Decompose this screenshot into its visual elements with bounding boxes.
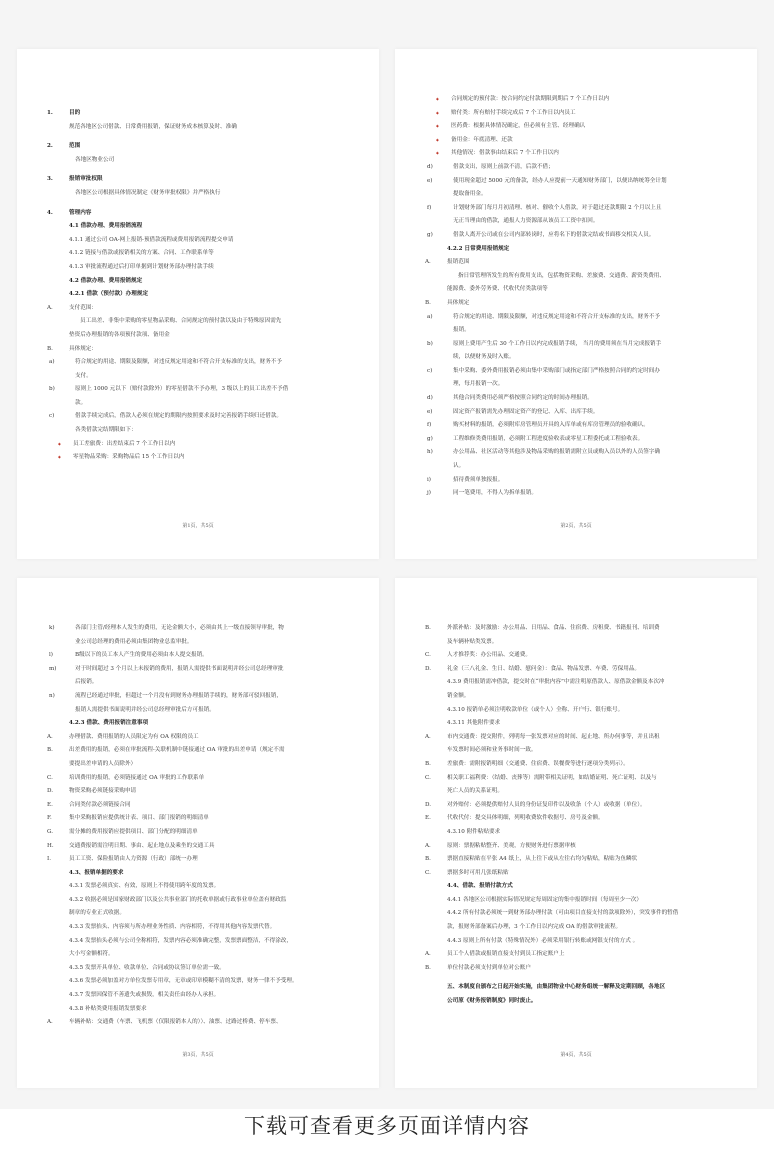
document-page-1 bbox=[17, 49, 379, 559]
line-text: 流程已经通过审批，但超过一个月没有到财务办理报销手续的，财务部可驳回报销， bbox=[75, 692, 282, 699]
text-line bbox=[435, 134, 735, 148]
line-text: 公司原《财务报销制度》同时废止。 bbox=[447, 998, 537, 1005]
text-line bbox=[69, 261, 357, 275]
list-marker: G. bbox=[47, 828, 54, 835]
line-text: 车发票时间必须和业务事时间一致。 bbox=[447, 747, 537, 754]
page-footer: 第2页，共5页 bbox=[560, 523, 592, 529]
text-line bbox=[425, 731, 735, 745]
text-line bbox=[69, 758, 357, 772]
list-marker: b) bbox=[49, 386, 55, 393]
line-text: 管理内容 bbox=[69, 209, 92, 216]
text-line bbox=[47, 302, 357, 316]
line-text: 后报销。 bbox=[75, 679, 98, 686]
line-text: 无正当理由的借款，通报人力资源部从该员工工资中扣回。 bbox=[453, 218, 599, 225]
line-text: 理，每月报销一次。 bbox=[453, 381, 504, 388]
text-line bbox=[447, 270, 735, 284]
line-text: 合同规定的预付款：按合同约定付款期限到期后 7 个工作日以内 bbox=[451, 96, 610, 102]
text-line bbox=[69, 397, 357, 411]
line-text: 4.4、借款、报销付款方式 bbox=[447, 883, 513, 890]
text-line bbox=[47, 140, 357, 154]
line-text: 需分摊的费用报销应提供项目、部门分配的明细清单 bbox=[69, 828, 198, 835]
text-line bbox=[425, 867, 735, 881]
text-line bbox=[427, 446, 735, 460]
line-text: 4.3.10 报销单必须注明收款单位（或个人）全称、开户行、银行账号。 bbox=[447, 706, 624, 713]
line-text: 4.2 借款办理、费用报销规定 bbox=[69, 277, 143, 284]
list-marker: B. bbox=[425, 299, 431, 306]
text-line bbox=[69, 154, 357, 168]
text-line bbox=[447, 907, 735, 921]
line-text: 计划财务部门每月月初清理、核对、催收个人借款，对于超过还款期限 2 个月以上且 bbox=[453, 204, 662, 211]
line-text: 车辆补贴：交通费（车票、飞机票（仅限报销本人的））、油票、过路过桥费、停车票、 bbox=[69, 1019, 282, 1026]
text-line bbox=[425, 663, 735, 677]
text-line bbox=[47, 812, 357, 826]
text-line bbox=[47, 343, 357, 357]
text-line bbox=[447, 995, 735, 1009]
line-text: 人才推荐奖：办公用品、交通费。 bbox=[447, 652, 531, 659]
text-line bbox=[427, 392, 735, 406]
text-line bbox=[427, 229, 735, 243]
list-marker: a) bbox=[427, 313, 433, 320]
text-line bbox=[447, 636, 735, 650]
line-text: 4.3.10 附件粘贴要求 bbox=[447, 828, 501, 835]
line-text: 具体规定： bbox=[69, 345, 97, 352]
line-text: 4.1.1 通过公司 OA-网上报销-预借款流程或费用报销流程提交申请 bbox=[69, 236, 234, 243]
line-text: 符合规定的用途、期限及限额，对违反规定用途和不符合开支标准的支出，财务不予 bbox=[75, 359, 282, 366]
line-text: 报销范围 bbox=[447, 259, 470, 266]
line-text: 各类借款完结期限如下： bbox=[75, 427, 137, 434]
line-text: 目的 bbox=[69, 110, 81, 116]
line-text: 4.3.9 费用报销需冲借款，提交时在“审批内容”中需注明原借款人、原借款金额及本次冲 bbox=[447, 679, 665, 686]
text-line bbox=[427, 419, 735, 433]
line-text: 规范各地区公司借款、日常费用报销，保证财务成本核算及时、准确 bbox=[69, 123, 237, 130]
text-line bbox=[447, 243, 735, 257]
line-text: 4.3.7 发票因保管不善遗失或损毁，相关责任由经办人承担。 bbox=[69, 992, 220, 999]
text-line bbox=[427, 338, 735, 352]
page-footer: 第1页，共5页 bbox=[182, 523, 214, 529]
text-line bbox=[69, 704, 357, 718]
text-line bbox=[69, 370, 357, 384]
text-line bbox=[447, 880, 735, 894]
text-line bbox=[69, 989, 357, 1003]
list-marker: C. bbox=[425, 652, 431, 659]
text-line bbox=[49, 649, 357, 663]
line-text: 具体规定 bbox=[447, 299, 470, 306]
list-marker: f) bbox=[427, 422, 432, 429]
text-line bbox=[435, 147, 735, 161]
text-line bbox=[425, 853, 735, 867]
list-marker: d) bbox=[427, 395, 433, 402]
line-text: 认。 bbox=[453, 463, 465, 470]
document-page-4 bbox=[395, 578, 757, 1088]
text-line bbox=[47, 799, 357, 813]
list-marker: B. bbox=[425, 625, 431, 631]
text-line bbox=[49, 383, 357, 397]
text-line bbox=[69, 867, 357, 881]
text-line bbox=[47, 840, 357, 854]
list-marker: b) bbox=[427, 340, 433, 347]
list-marker: C. bbox=[47, 774, 53, 781]
line-text: 其他情况：借款事由结束后 7 个工作日以内 bbox=[451, 150, 559, 157]
line-text: 办理借款、费用报销的人员限定为有 OA 权限的员工 bbox=[69, 733, 199, 740]
text-line bbox=[69, 962, 357, 976]
text-line bbox=[447, 717, 735, 731]
line-text: 报销。 bbox=[453, 327, 470, 334]
text-line bbox=[447, 704, 735, 718]
text-line bbox=[425, 649, 735, 663]
text-line bbox=[435, 120, 735, 134]
text-line bbox=[447, 785, 735, 799]
line-text: 出差费用的报销，必须在审批流程-关联机制中链接通过 OA 审批的出差申请（规定不需 bbox=[69, 747, 285, 754]
line-text: 购买材料的报销，必须附库房管理员开具的入库单或有库房管理员的验收确认。 bbox=[453, 422, 649, 429]
list-marker: A. bbox=[425, 842, 431, 849]
line-text: 4.1.3 审批流程通过后打印单据到计划财务部办理付款手续 bbox=[69, 263, 214, 270]
line-text: 4.3.11 其他附件要求 bbox=[447, 720, 501, 727]
page-footer: 第4页，共5页 bbox=[560, 1052, 592, 1058]
line-text: 4.1.2 链接与借款或报销相关的方案、合同、工作联系单等 bbox=[69, 250, 214, 257]
line-text: 交通费报销需注明日期、事由、起止地点及乘坐的交通工具 bbox=[69, 842, 215, 849]
download-more-banner[interactable]: 下载可查看更多页面详情内容 bbox=[0, 1109, 774, 1168]
line-text: 物资采购必须链接采购申请 bbox=[69, 788, 137, 795]
bullet-arrow-icon: ➧ bbox=[435, 123, 441, 131]
text-line bbox=[447, 894, 735, 908]
line-text: 支付。 bbox=[75, 372, 92, 379]
text-line bbox=[69, 234, 357, 248]
line-text: 员工个人借款或报销直接支付到员工指定账户上 bbox=[447, 951, 565, 958]
bullet-arrow-icon: ➧ bbox=[435, 136, 441, 144]
text-line bbox=[427, 433, 735, 447]
line-text: 员工工资、保险报销由人力资源（行政）部统一办理 bbox=[69, 856, 198, 863]
list-marker: l) bbox=[49, 652, 53, 659]
text-line bbox=[427, 365, 735, 379]
line-text: 指日常管理所发生的所有费用支出，包括物资采购、差旅费、交通费、薪资类费用、 bbox=[458, 272, 665, 279]
document-page-3 bbox=[17, 578, 379, 1088]
text-line bbox=[447, 215, 735, 229]
list-marker: a) bbox=[49, 359, 55, 366]
line-text: 集中采购、委外费用报销必须由集中采购部门或指定部门严格按照合同的约定时间办 bbox=[453, 367, 660, 374]
line-text: 原则上费用产生后 30 个工作日以内完成报销手续， 当月的费用须在当月完成报销手 bbox=[453, 340, 662, 347]
list-marker: f) bbox=[427, 204, 432, 211]
text-line bbox=[425, 962, 735, 976]
text-line bbox=[69, 121, 357, 135]
line-text: 提取备用金。 bbox=[453, 191, 487, 198]
line-text: 4.3、报销单据的要求 bbox=[69, 869, 124, 876]
text-line bbox=[69, 921, 357, 935]
bullet-arrow-icon: ➧ bbox=[435, 109, 441, 117]
text-line bbox=[69, 907, 357, 921]
line-text: 垫资后办理报销的各项预付款项、备用金 bbox=[69, 331, 170, 338]
line-text: 借款人离开公司或在公司内部转岗时，应将名下的借款完结或书面移交相关人员。 bbox=[453, 231, 655, 238]
line-text: 制章的专业正式收据。 bbox=[69, 910, 125, 917]
text-line bbox=[447, 744, 735, 758]
text-line bbox=[69, 636, 357, 650]
line-text: 备用金：年底清理、还款 bbox=[451, 136, 513, 143]
list-marker: A. bbox=[425, 259, 431, 266]
line-text: 其他合同类费用必须严格按照合同约定的时间办理报销。 bbox=[453, 395, 593, 402]
line-text: 4.3.2 收据必须是国家财政部门以及公共事业部门的托收单据或行政事业单位盖有财政监 bbox=[69, 896, 287, 903]
list-marker: I. bbox=[47, 856, 51, 863]
list-marker: 2. bbox=[47, 143, 53, 150]
line-text: 使用现金超过 5000 元的备款，经办人应提前一天通知财务部门，以便出纳统筹全计划 bbox=[453, 177, 667, 184]
line-text: 培训费用的报销，必须链接通过 OA 审批的工作联系单 bbox=[69, 774, 205, 781]
text-line bbox=[427, 161, 735, 175]
line-text: 对于时间超过 3 个月以上未报销的费用，报销人需提供书面说明并经公司总经理审批 bbox=[75, 665, 284, 672]
line-text: 4.4.1 各地区公司根据实际情况规定每周固定的集中报销时间（每周至少一次） bbox=[447, 896, 643, 903]
text-line bbox=[447, 921, 735, 935]
text-line bbox=[69, 315, 357, 329]
line-text: 4.2.1 借款（预付款）办理规定 bbox=[69, 291, 149, 298]
text-line bbox=[69, 894, 357, 908]
text-line bbox=[69, 880, 357, 894]
list-marker: g) bbox=[427, 435, 433, 442]
line-text: 及车辆补贴类发票。 bbox=[447, 638, 498, 645]
list-marker: D. bbox=[425, 665, 432, 672]
line-text: 单位付款必须支付到单位对公账户 bbox=[447, 964, 531, 971]
line-text: 销金额。 bbox=[447, 692, 470, 699]
line-text: 4.3.1 发票必须真实、有效，原则上不得使用跨年度的发票。 bbox=[69, 883, 220, 890]
line-text: 各部门主管/经理本人发生的费用，无论金额大小，必须由其上一级直接领导审批，物 bbox=[75, 625, 284, 631]
text-line bbox=[69, 1003, 357, 1017]
list-marker: n) bbox=[49, 692, 55, 699]
list-marker: B. bbox=[425, 760, 431, 767]
list-marker: A. bbox=[47, 304, 53, 311]
line-text: 符合规定的用途、期限及限额，对违反规定用途和不符合开支标准的支出，财务不予 bbox=[453, 313, 660, 320]
text-line bbox=[49, 410, 357, 424]
list-marker: B. bbox=[425, 964, 431, 971]
bullet-arrow-icon: ➧ bbox=[57, 440, 63, 448]
page-footer: 第3页，共5页 bbox=[182, 1052, 214, 1058]
list-marker: 1. bbox=[47, 110, 53, 116]
line-text: 报销人需提供书面说明并经公司总经理审批后方可报销。 bbox=[75, 706, 215, 713]
text-line bbox=[49, 622, 357, 636]
list-marker: D. bbox=[425, 801, 432, 808]
line-text: 赔付类：所有赔付手续完成后 7 个工作日以内员工 bbox=[451, 109, 576, 116]
text-line bbox=[69, 247, 357, 261]
line-text: 款，报财务部备案后办理，3 个工作日以内完成 OA 的借款审批流程。 bbox=[447, 924, 622, 931]
list-marker: F. bbox=[47, 815, 52, 822]
line-text: 续，以便财务及时入账。 bbox=[453, 354, 515, 361]
list-marker: k) bbox=[49, 625, 55, 631]
line-text: 办公用品、社区活动等其他涉及物品采购的报销需附立员或购入员以外的人员签字确 bbox=[453, 449, 660, 456]
text-line bbox=[49, 663, 357, 677]
list-marker: g) bbox=[427, 231, 433, 238]
text-line bbox=[447, 826, 735, 840]
line-text: 代收代付：提交具体明细，列明收费软件收据号、房号及金额。 bbox=[447, 815, 604, 822]
text-line bbox=[425, 256, 735, 270]
line-text: 礼金（三八礼金、生日、结婚、慰问金）：食品、物品发票、车费、劳保用品。 bbox=[447, 665, 640, 672]
list-marker: j) bbox=[427, 490, 431, 497]
text-line bbox=[49, 356, 357, 370]
line-text: 员工出差、非集中采购的零星物品采购、合同规定的预付款以及由于特殊原因需先 bbox=[80, 318, 282, 325]
text-line bbox=[435, 107, 735, 121]
list-marker: e) bbox=[427, 408, 433, 415]
text-line bbox=[69, 288, 357, 302]
list-marker: 3. bbox=[47, 176, 53, 183]
text-line bbox=[425, 772, 735, 786]
list-marker: A. bbox=[425, 951, 431, 958]
text-line bbox=[447, 690, 735, 704]
line-text: 4.4.2 所有付款必须统一到财务部办理付款（可由项目直接支付的款项除外），突发事件的暂借 bbox=[447, 910, 679, 917]
line-text: 范围 bbox=[69, 143, 81, 150]
text-line bbox=[425, 758, 735, 772]
text-line bbox=[47, 1016, 357, 1030]
text-line bbox=[425, 948, 735, 962]
text-line bbox=[47, 785, 357, 799]
text-line bbox=[447, 188, 735, 202]
line-text: 差旅费：需附报销明细（交通费、住宿费、误餐费等进行逐项分类列示）。 bbox=[447, 760, 629, 767]
text-line bbox=[49, 690, 357, 704]
bullet-arrow-icon: ➧ bbox=[57, 454, 63, 462]
line-text: 4.3.6 发票必须加盖对方单位发票专用章，无章或印章模糊不清的发票，财务一律不予受理。 bbox=[69, 978, 298, 985]
line-text: 款。 bbox=[75, 399, 87, 406]
list-marker: B. bbox=[425, 856, 431, 863]
line-text: 各地区物业公司 bbox=[75, 156, 115, 163]
text-line bbox=[47, 107, 357, 121]
text-line bbox=[447, 460, 735, 474]
text-line bbox=[47, 207, 357, 221]
text-line bbox=[47, 731, 357, 745]
text-line bbox=[447, 283, 735, 297]
text-line bbox=[435, 93, 735, 107]
line-text: 票据直接粘贴在平张 A4 纸上，从上往下或从左往右均匀粘贴，粘贴为鱼鳞状 bbox=[447, 856, 638, 863]
text-line bbox=[427, 175, 735, 189]
text-line bbox=[69, 275, 357, 289]
text-line bbox=[69, 935, 357, 949]
line-text: 借款手续完成后，借款人必须在规定的期限内按照要求及时完善报销手续归还借款。 bbox=[75, 413, 282, 420]
line-text: 原则：票据粘贴整齐、美观，方便财务进行票据审核 bbox=[447, 842, 576, 849]
line-text: 要提出差申请的人员除外） bbox=[69, 760, 137, 767]
line-text: 工程维修类费用报销，必须附工程进度验收表或零星工程委托或工程验收表。 bbox=[453, 435, 644, 442]
text-line bbox=[427, 474, 735, 488]
line-text: 各地区公司根据具体情况制定《财务审批权限》并严格执行 bbox=[75, 189, 221, 196]
line-text: 借款支出，原则上前款不清，后款不借； bbox=[453, 163, 554, 170]
list-marker: A. bbox=[47, 1019, 53, 1026]
line-text: 支付范围： bbox=[69, 304, 97, 311]
list-marker: B. bbox=[47, 747, 53, 754]
list-marker: m) bbox=[49, 665, 57, 672]
text-line bbox=[57, 438, 357, 452]
list-marker: E. bbox=[425, 815, 431, 822]
line-text: 报销审批权限 bbox=[69, 176, 103, 183]
text-line bbox=[425, 622, 735, 636]
text-line bbox=[69, 187, 357, 201]
line-text: 零星物品采购：采购物品后 15 个工作日以内 bbox=[73, 454, 185, 461]
list-marker: i) bbox=[427, 476, 431, 483]
text-line bbox=[427, 202, 735, 216]
line-text: 死亡人员的关系证明。 bbox=[447, 788, 503, 795]
text-line bbox=[425, 799, 735, 813]
list-marker: c) bbox=[427, 367, 433, 374]
list-marker: d) bbox=[427, 163, 433, 170]
bullet-arrow-icon: ➧ bbox=[435, 150, 441, 158]
line-text: 招待费须单独报报。 bbox=[453, 476, 504, 483]
text-line bbox=[69, 975, 357, 989]
line-text: 4.2.2 日常费用报销规定 bbox=[447, 245, 510, 252]
line-text: 4.1 借款办理、费用报销流程 bbox=[69, 223, 143, 230]
list-marker: h) bbox=[427, 449, 433, 456]
line-text: 票据多时可用几张纸粘贴 bbox=[447, 869, 509, 876]
line-text: 4.3.4 发票抬头必须与公司全称相符，发票内容必须准确完整，发票票面整洁，不得涂改， bbox=[69, 937, 292, 944]
line-text: 原则上 1000 元以下（赔付款除外）的零星借款不予办理，3 级以上的员工出差不予借 bbox=[75, 386, 289, 393]
list-marker: H. bbox=[47, 842, 54, 849]
list-marker: B. bbox=[47, 345, 53, 352]
list-marker: C. bbox=[425, 774, 431, 781]
line-text: 外派补贴：及时激励：办公用品、日用品、食品、住宿费、房租费、书籍报刊、培训费 bbox=[447, 625, 660, 631]
line-text: 同一笔费用，不得人为拆单报销。 bbox=[453, 490, 537, 497]
list-marker: 4. bbox=[47, 209, 53, 216]
line-text: 4.4.3 原则上所有付款（特殊情况外）必须采用银行转账或网银支付的方式 。 bbox=[447, 937, 639, 944]
text-line bbox=[69, 220, 357, 234]
list-marker: E. bbox=[47, 801, 53, 808]
text-line bbox=[427, 311, 735, 325]
text-line bbox=[427, 487, 735, 501]
line-text: 合同类付款必须链接合同 bbox=[69, 801, 131, 808]
line-text: 能源费、委外劳务费、代收代付类款项等 bbox=[447, 286, 548, 293]
text-line bbox=[47, 853, 357, 867]
list-marker: C. bbox=[425, 869, 431, 876]
list-marker: A. bbox=[425, 733, 431, 740]
text-line bbox=[69, 676, 357, 690]
line-text: 相关职工福利费：（结婚、丧葬等）需附带相关证明，如结婚证明、死亡证明、以及与 bbox=[447, 774, 657, 781]
line-text: 集中采购报销应提供统计表、项目、部门报销的明细清单 bbox=[69, 815, 209, 822]
line-text: 4.2.3 借款、费用报销注意事项 bbox=[69, 720, 149, 727]
line-text: 市内交通费：提交附件，列明每一张发票对应的时间、起止地、所办何事等，并且出租 bbox=[447, 733, 660, 740]
text-line bbox=[69, 717, 357, 731]
text-line bbox=[447, 676, 735, 690]
list-marker: e) bbox=[427, 177, 433, 184]
text-line bbox=[69, 424, 357, 438]
text-line bbox=[47, 173, 357, 187]
line-text: 4.3.8 补贴类费用报销发票要求 bbox=[69, 1005, 147, 1012]
text-line bbox=[447, 324, 735, 338]
line-text: 4.3.3 发票抬头、内容须与所办理业务性质、内容相符，不得用其他内容发票代替。 bbox=[69, 924, 276, 931]
list-marker: A. bbox=[47, 733, 53, 740]
text-line bbox=[427, 406, 735, 420]
text-line bbox=[425, 840, 735, 854]
line-text: B级以下的员工本人产生的费用必须由本人提交报销。 bbox=[75, 652, 208, 659]
line-text: 五、本制度自颁布之日起开始实施，由集团物业中心财务组统一解释及定期回顾，各地区 bbox=[447, 984, 666, 991]
text-line bbox=[447, 378, 735, 392]
text-line bbox=[47, 744, 357, 758]
line-text: 员工差旅费：出差结束后 7 个工作日以内 bbox=[73, 440, 176, 447]
line-text: 业公司总经理的费用必须由集团物业总监审批。 bbox=[75, 638, 193, 645]
line-text: 大小写金额相符。 bbox=[69, 951, 114, 958]
line-text: 4.3.5 发票开具单位、收款单位、合同或协议签订单位需一致。 bbox=[69, 964, 225, 971]
line-text: 对外赔付：必须提供赔付人员的身份证复印件以及收条（个人）或收据（单位）。 bbox=[447, 801, 646, 808]
document-page-2 bbox=[395, 49, 757, 559]
text-line bbox=[57, 451, 357, 465]
text-line bbox=[425, 812, 735, 826]
text-line bbox=[447, 981, 735, 995]
line-text: 固定资产报销需先办理固定资产的登记、入库、出库手续。 bbox=[453, 408, 599, 415]
text-line bbox=[69, 948, 357, 962]
text-line bbox=[69, 329, 357, 343]
bullet-arrow-icon: ➧ bbox=[435, 96, 441, 103]
text-line bbox=[425, 297, 735, 311]
text-line bbox=[47, 826, 357, 840]
text-line bbox=[47, 772, 357, 786]
line-text: 医药费：根据具体情况确定，但必须有主管、经理确认 bbox=[451, 123, 586, 130]
list-marker: D. bbox=[47, 788, 54, 795]
list-marker: c) bbox=[49, 413, 55, 420]
text-line bbox=[447, 351, 735, 365]
text-line bbox=[447, 935, 735, 949]
